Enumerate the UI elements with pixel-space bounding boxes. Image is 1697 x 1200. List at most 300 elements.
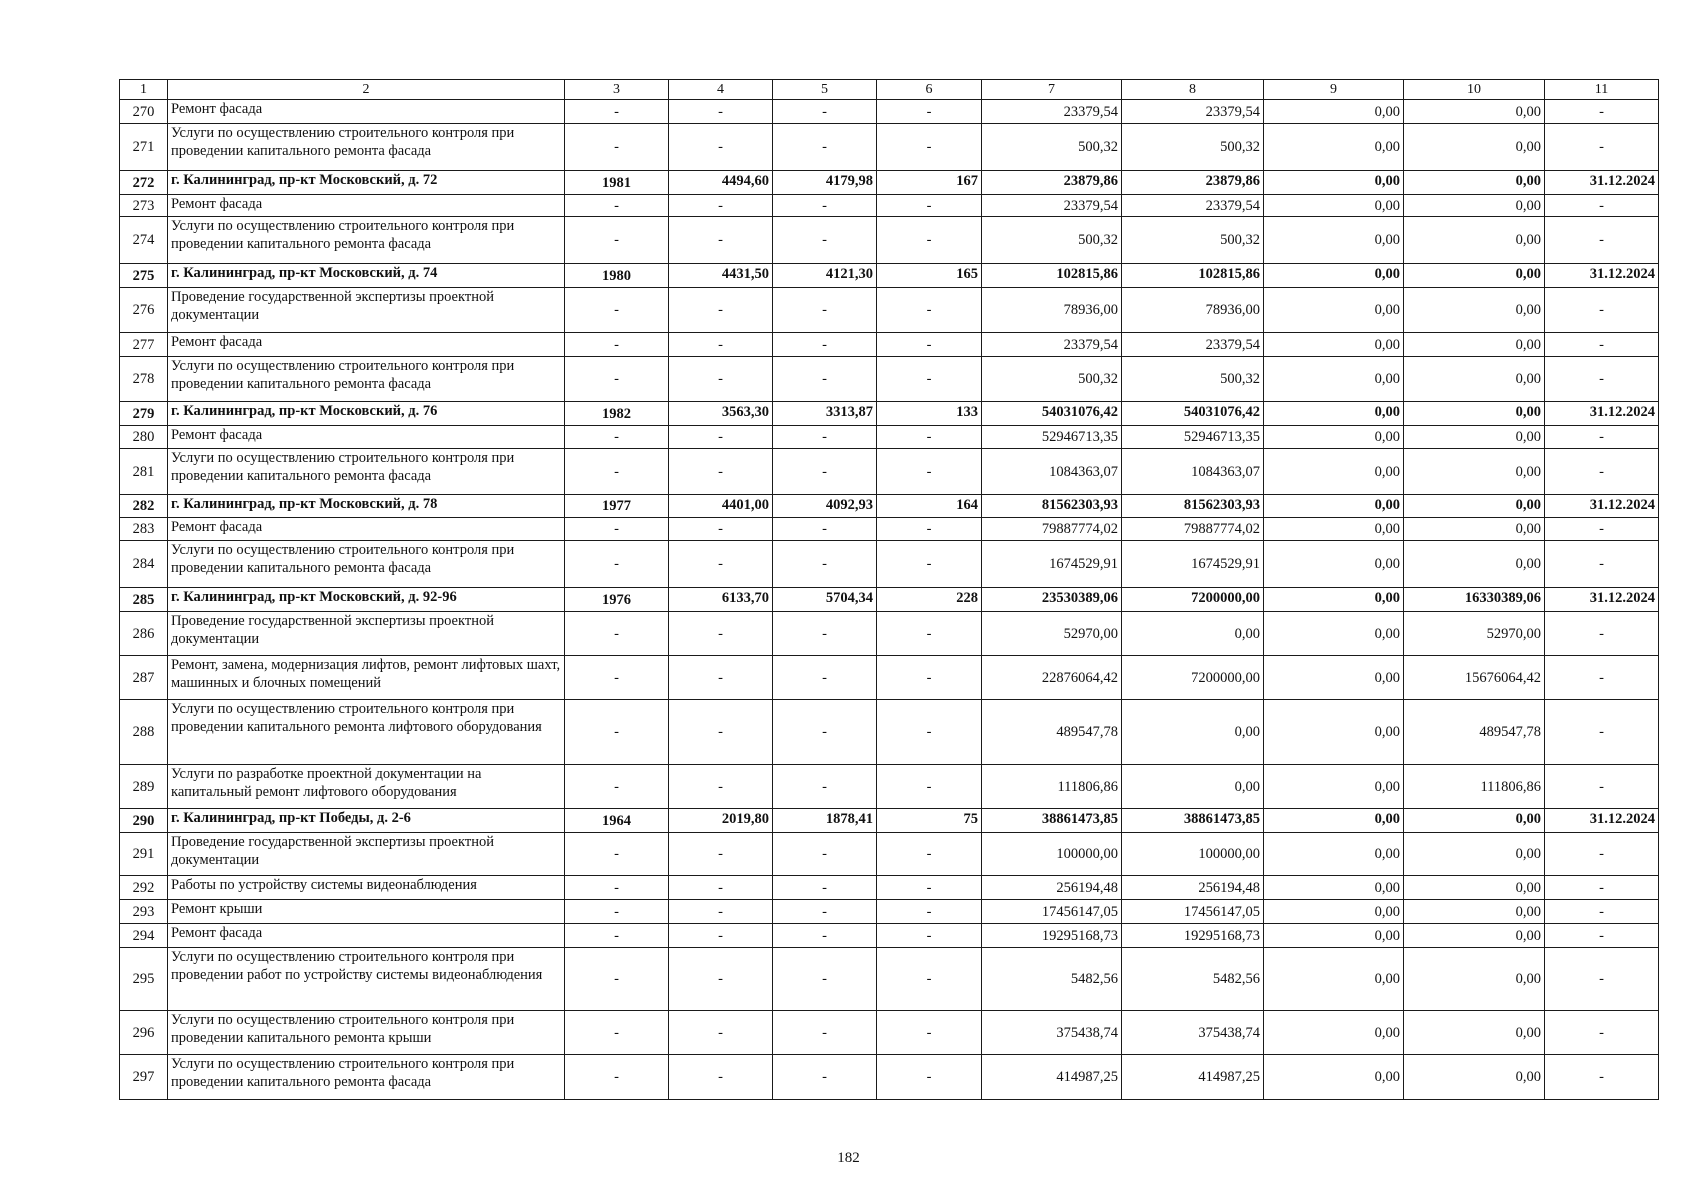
other-cost-cell: 0,00 xyxy=(1404,195,1545,217)
budget-cost-cell: 0,00 xyxy=(1264,900,1404,924)
total-area-cell: - xyxy=(669,1011,773,1055)
table-row xyxy=(120,765,1659,809)
residents-cell: 75 xyxy=(877,809,982,833)
header-col-8: 8 xyxy=(1122,80,1264,100)
other-cost-cell: 0,00 xyxy=(1404,900,1545,924)
total-cost-cell: 23379,54 xyxy=(982,195,1122,217)
total-cost-cell: 23379,54 xyxy=(982,333,1122,357)
deadline-cell: - xyxy=(1545,217,1659,264)
row-number-cell: 270 xyxy=(120,100,168,124)
living-area-cell: - xyxy=(773,288,877,333)
fund-cost-cell: 81562303,93 xyxy=(1122,495,1264,518)
year-cell: 1980 xyxy=(565,264,669,288)
year-cell: - xyxy=(565,876,669,900)
deadline-cell: - xyxy=(1545,612,1659,656)
fund-cost-cell: 78936,00 xyxy=(1122,288,1264,333)
deadline-cell: - xyxy=(1545,900,1659,924)
total-cost-cell: 111806,86 xyxy=(982,765,1122,809)
work-name-cell: Услуги по осуществлению строительного контроля при проведении капитального ремонта лифтового оборудования xyxy=(168,700,565,765)
table-row xyxy=(120,809,1659,833)
deadline-cell: - xyxy=(1545,100,1659,124)
total-area-cell: 6133,70 xyxy=(669,588,773,612)
residents-cell: - xyxy=(877,833,982,876)
header-col-10: 10 xyxy=(1404,80,1545,100)
work-name-cell: Проведение государственной экспертизы проектной документации xyxy=(168,288,565,333)
deadline-cell: - xyxy=(1545,426,1659,449)
living-area-cell: - xyxy=(773,900,877,924)
budget-cost-cell: 0,00 xyxy=(1264,495,1404,518)
row-number-cell: 274 xyxy=(120,217,168,264)
total-area-cell: - xyxy=(669,357,773,402)
table-row xyxy=(120,541,1659,588)
deadline-cell: - xyxy=(1545,876,1659,900)
year-cell: - xyxy=(565,195,669,217)
work-name-cell: Услуги по осуществлению строительного контроля при проведении капитального ремонта фасада xyxy=(168,449,565,495)
header-col-5: 5 xyxy=(773,80,877,100)
other-cost-cell: 0,00 xyxy=(1404,833,1545,876)
deadline-cell: 31.12.2024 xyxy=(1545,588,1659,612)
year-cell: 1981 xyxy=(565,171,669,195)
work-name-cell: Услуги по осуществлению строительного контроля при проведении капитального ремонта фасада xyxy=(168,357,565,402)
living-area-cell: 4121,30 xyxy=(773,264,877,288)
fund-cost-cell: 1674529,91 xyxy=(1122,541,1264,588)
budget-cost-cell: 0,00 xyxy=(1264,1011,1404,1055)
row-number-cell: 278 xyxy=(120,357,168,402)
total-cost-cell: 1674529,91 xyxy=(982,541,1122,588)
table-body xyxy=(120,100,1659,1100)
residents-cell: - xyxy=(877,195,982,217)
residents-cell: - xyxy=(877,541,982,588)
other-cost-cell: 0,00 xyxy=(1404,924,1545,948)
total-cost-cell: 54031076,42 xyxy=(982,402,1122,426)
budget-cost-cell: 0,00 xyxy=(1264,612,1404,656)
other-cost-cell: 0,00 xyxy=(1404,541,1545,588)
fund-cost-cell: 0,00 xyxy=(1122,612,1264,656)
total-area-cell: - xyxy=(669,612,773,656)
total-cost-cell: 17456147,05 xyxy=(982,900,1122,924)
budget-cost-cell: 0,00 xyxy=(1264,518,1404,541)
residents-cell: - xyxy=(877,876,982,900)
total-cost-cell: 102815,86 xyxy=(982,264,1122,288)
living-area-cell: 1878,41 xyxy=(773,809,877,833)
row-number-cell: 287 xyxy=(120,656,168,700)
total-cost-cell: 489547,78 xyxy=(982,700,1122,765)
total-cost-cell: 52946713,35 xyxy=(982,426,1122,449)
fund-cost-cell: 500,32 xyxy=(1122,124,1264,171)
row-number-cell: 282 xyxy=(120,495,168,518)
deadline-cell: 31.12.2024 xyxy=(1545,495,1659,518)
table-row xyxy=(120,656,1659,700)
budget-cost-cell: 0,00 xyxy=(1264,333,1404,357)
year-cell: 1964 xyxy=(565,809,669,833)
total-area-cell: - xyxy=(669,833,773,876)
deadline-cell: - xyxy=(1545,1055,1659,1100)
header-col-11: 11 xyxy=(1545,80,1659,100)
total-area-cell: 2019,80 xyxy=(669,809,773,833)
header-col-9: 9 xyxy=(1264,80,1404,100)
other-cost-cell: 0,00 xyxy=(1404,809,1545,833)
table-row xyxy=(120,357,1659,402)
table-row xyxy=(120,924,1659,948)
column-number-header-row xyxy=(120,80,1659,100)
deadline-cell: 31.12.2024 xyxy=(1545,264,1659,288)
row-number-cell: 283 xyxy=(120,518,168,541)
residents-cell: - xyxy=(877,612,982,656)
other-cost-cell: 15676064,42 xyxy=(1404,656,1545,700)
budget-cost-cell: 0,00 xyxy=(1264,700,1404,765)
header-col-6: 6 xyxy=(877,80,982,100)
other-cost-cell: 0,00 xyxy=(1404,333,1545,357)
residents-cell: - xyxy=(877,426,982,449)
residents-cell: - xyxy=(877,765,982,809)
work-name-cell: Услуги по осуществлению строительного контроля при проведении капитального ремонта фасада xyxy=(168,217,565,264)
table-row xyxy=(120,333,1659,357)
residents-cell: - xyxy=(877,924,982,948)
deadline-cell: - xyxy=(1545,833,1659,876)
fund-cost-cell: 256194,48 xyxy=(1122,876,1264,900)
fund-cost-cell: 500,32 xyxy=(1122,217,1264,264)
deadline-cell: - xyxy=(1545,518,1659,541)
table-row xyxy=(120,171,1659,195)
row-number-cell: 273 xyxy=(120,195,168,217)
table-row xyxy=(120,833,1659,876)
row-number-cell: 295 xyxy=(120,948,168,1011)
fund-cost-cell: 23379,54 xyxy=(1122,195,1264,217)
budget-cost-cell: 0,00 xyxy=(1264,765,1404,809)
budget-cost-cell: 0,00 xyxy=(1264,541,1404,588)
year-cell: - xyxy=(565,124,669,171)
deadline-cell: - xyxy=(1545,700,1659,765)
living-area-cell: - xyxy=(773,357,877,402)
table-row xyxy=(120,402,1659,426)
total-area-cell: - xyxy=(669,288,773,333)
budget-cost-cell: 0,00 xyxy=(1264,833,1404,876)
fund-cost-cell: 0,00 xyxy=(1122,765,1264,809)
work-name-cell: Услуги по осуществлению строительного контроля при проведении капитального ремонта фасада xyxy=(168,124,565,171)
table-row xyxy=(120,288,1659,333)
table-row xyxy=(120,495,1659,518)
other-cost-cell: 52970,00 xyxy=(1404,612,1545,656)
total-area-cell: - xyxy=(669,100,773,124)
living-area-cell: 3313,87 xyxy=(773,402,877,426)
year-cell: - xyxy=(565,288,669,333)
residents-cell: - xyxy=(877,333,982,357)
year-cell: - xyxy=(565,765,669,809)
residents-cell: - xyxy=(877,288,982,333)
year-cell: - xyxy=(565,518,669,541)
living-area-cell: - xyxy=(773,765,877,809)
other-cost-cell: 0,00 xyxy=(1404,402,1545,426)
other-cost-cell: 0,00 xyxy=(1404,1011,1545,1055)
budget-cost-cell: 0,00 xyxy=(1264,809,1404,833)
year-cell: - xyxy=(565,541,669,588)
residents-cell: 164 xyxy=(877,495,982,518)
deadline-cell: - xyxy=(1545,541,1659,588)
living-area-cell: - xyxy=(773,333,877,357)
living-area-cell: - xyxy=(773,449,877,495)
living-area-cell: - xyxy=(773,924,877,948)
table-row xyxy=(120,900,1659,924)
total-area-cell: 4494,60 xyxy=(669,171,773,195)
living-area-cell: - xyxy=(773,656,877,700)
deadline-cell: - xyxy=(1545,1011,1659,1055)
total-cost-cell: 500,32 xyxy=(982,357,1122,402)
year-cell: - xyxy=(565,948,669,1011)
table-row xyxy=(120,948,1659,1011)
work-name-cell: Услуги по осуществлению строительного контроля при проведении капитального ремонта фасада xyxy=(168,541,565,588)
row-number-cell: 294 xyxy=(120,924,168,948)
living-area-cell: - xyxy=(773,700,877,765)
fund-cost-cell: 38861473,85 xyxy=(1122,809,1264,833)
deadline-cell: - xyxy=(1545,333,1659,357)
year-cell: - xyxy=(565,217,669,264)
living-area-cell: 5704,34 xyxy=(773,588,877,612)
work-name-cell: Проведение государственной экспертизы проектной документации xyxy=(168,612,565,656)
deadline-cell: - xyxy=(1545,124,1659,171)
total-cost-cell: 500,32 xyxy=(982,217,1122,264)
other-cost-cell: 0,00 xyxy=(1404,518,1545,541)
residents-cell: - xyxy=(877,1011,982,1055)
other-cost-cell: 0,00 xyxy=(1404,495,1545,518)
other-cost-cell: 489547,78 xyxy=(1404,700,1545,765)
total-cost-cell: 375438,74 xyxy=(982,1011,1122,1055)
row-number-cell: 272 xyxy=(120,171,168,195)
other-cost-cell: 0,00 xyxy=(1404,264,1545,288)
row-number-cell: 288 xyxy=(120,700,168,765)
other-cost-cell: 0,00 xyxy=(1404,426,1545,449)
total-area-cell: 3563,30 xyxy=(669,402,773,426)
row-number-cell: 297 xyxy=(120,1055,168,1100)
other-cost-cell: 0,00 xyxy=(1404,449,1545,495)
fund-cost-cell: 54031076,42 xyxy=(1122,402,1264,426)
year-cell: 1976 xyxy=(565,588,669,612)
year-cell: - xyxy=(565,1011,669,1055)
living-area-cell: - xyxy=(773,833,877,876)
residents-cell: 228 xyxy=(877,588,982,612)
fund-cost-cell: 414987,25 xyxy=(1122,1055,1264,1100)
fund-cost-cell: 100000,00 xyxy=(1122,833,1264,876)
residents-cell: - xyxy=(877,656,982,700)
year-cell: - xyxy=(565,100,669,124)
total-area-cell: 4401,00 xyxy=(669,495,773,518)
living-area-cell: - xyxy=(773,541,877,588)
residents-cell: - xyxy=(877,449,982,495)
fund-cost-cell: 102815,86 xyxy=(1122,264,1264,288)
living-area-cell: - xyxy=(773,1011,877,1055)
table-row xyxy=(120,1055,1659,1100)
budget-cost-cell: 0,00 xyxy=(1264,264,1404,288)
row-number-cell: 286 xyxy=(120,612,168,656)
page-number: 182 xyxy=(837,1150,860,1166)
table-row xyxy=(120,612,1659,656)
row-number-cell: 279 xyxy=(120,402,168,426)
total-cost-cell: 52970,00 xyxy=(982,612,1122,656)
budget-cost-cell: 0,00 xyxy=(1264,402,1404,426)
budget-cost-cell: 0,00 xyxy=(1264,588,1404,612)
residents-cell: - xyxy=(877,518,982,541)
total-area-cell: - xyxy=(669,518,773,541)
deadline-cell: - xyxy=(1545,357,1659,402)
fund-cost-cell: 0,00 xyxy=(1122,700,1264,765)
residents-cell: - xyxy=(877,217,982,264)
total-cost-cell: 256194,48 xyxy=(982,876,1122,900)
year-cell: 1977 xyxy=(565,495,669,518)
residents-cell: - xyxy=(877,124,982,171)
row-number-cell: 280 xyxy=(120,426,168,449)
total-area-cell: - xyxy=(669,1055,773,1100)
other-cost-cell: 0,00 xyxy=(1404,1055,1545,1100)
fund-cost-cell: 1084363,07 xyxy=(1122,449,1264,495)
living-area-cell: - xyxy=(773,612,877,656)
deadline-cell: - xyxy=(1545,195,1659,217)
living-area-cell: - xyxy=(773,426,877,449)
table-row xyxy=(120,195,1659,217)
other-cost-cell: 0,00 xyxy=(1404,100,1545,124)
row-number-cell: 276 xyxy=(120,288,168,333)
row-number-cell: 284 xyxy=(120,541,168,588)
work-name-cell: г. Калининград, пр-кт Победы, д. 2-6 xyxy=(168,809,565,833)
total-cost-cell: 414987,25 xyxy=(982,1055,1122,1100)
work-name-cell: Ремонт фасада xyxy=(168,426,565,449)
table-row xyxy=(120,518,1659,541)
year-cell: - xyxy=(565,924,669,948)
residents-cell: - xyxy=(877,100,982,124)
total-area-cell: - xyxy=(669,124,773,171)
work-name-cell: Услуги по осуществлению строительного контроля при проведении капитального ремонта фасада xyxy=(168,1055,565,1100)
header-col-7: 7 xyxy=(982,80,1122,100)
budget-cost-cell: 0,00 xyxy=(1264,357,1404,402)
deadline-cell: - xyxy=(1545,449,1659,495)
living-area-cell: - xyxy=(773,948,877,1011)
deadline-cell: - xyxy=(1545,924,1659,948)
residents-cell: - xyxy=(877,900,982,924)
table-row xyxy=(120,1011,1659,1055)
fund-cost-cell: 19295168,73 xyxy=(1122,924,1264,948)
budget-cost-cell: 0,00 xyxy=(1264,656,1404,700)
fund-cost-cell: 375438,74 xyxy=(1122,1011,1264,1055)
deadline-cell: 31.12.2024 xyxy=(1545,171,1659,195)
living-area-cell: - xyxy=(773,518,877,541)
living-area-cell: 4179,98 xyxy=(773,171,877,195)
total-cost-cell: 19295168,73 xyxy=(982,924,1122,948)
work-name-cell: Ремонт фасада xyxy=(168,518,565,541)
header-col-4: 4 xyxy=(669,80,773,100)
total-area-cell: - xyxy=(669,541,773,588)
work-name-cell: г. Калининград, пр-кт Московский, д. 78 xyxy=(168,495,565,518)
row-number-cell: 277 xyxy=(120,333,168,357)
residents-cell: - xyxy=(877,357,982,402)
year-cell: - xyxy=(565,426,669,449)
living-area-cell: - xyxy=(773,217,877,264)
work-name-cell: Ремонт фасада xyxy=(168,195,565,217)
total-cost-cell: 500,32 xyxy=(982,124,1122,171)
fund-cost-cell: 5482,56 xyxy=(1122,948,1264,1011)
table-row xyxy=(120,264,1659,288)
total-area-cell: - xyxy=(669,876,773,900)
living-area-cell: - xyxy=(773,100,877,124)
living-area-cell: - xyxy=(773,195,877,217)
work-name-cell: Услуги по осуществлению строительного контроля при проведении капитального ремонта крыши xyxy=(168,1011,565,1055)
fund-cost-cell: 79887774,02 xyxy=(1122,518,1264,541)
table-row xyxy=(120,449,1659,495)
row-number-cell: 275 xyxy=(120,264,168,288)
total-cost-cell: 5482,56 xyxy=(982,948,1122,1011)
total-area-cell: - xyxy=(669,217,773,264)
work-name-cell: Работы по устройству системы видеонаблюдения xyxy=(168,876,565,900)
year-cell: - xyxy=(565,333,669,357)
row-number-cell: 293 xyxy=(120,900,168,924)
work-name-cell: Ремонт фасада xyxy=(168,333,565,357)
year-cell: - xyxy=(565,656,669,700)
other-cost-cell: 111806,86 xyxy=(1404,765,1545,809)
year-cell: - xyxy=(565,357,669,402)
deadline-cell: - xyxy=(1545,656,1659,700)
fund-cost-cell: 7200000,00 xyxy=(1122,656,1264,700)
total-area-cell: - xyxy=(669,948,773,1011)
total-cost-cell: 22876064,42 xyxy=(982,656,1122,700)
deadline-cell: 31.12.2024 xyxy=(1545,402,1659,426)
work-name-cell: г. Калининград, пр-кт Московский, д. 74 xyxy=(168,264,565,288)
table-row xyxy=(120,124,1659,171)
work-name-cell: Проведение государственной экспертизы проектной документации xyxy=(168,833,565,876)
work-name-cell: Услуги по разработке проектной документации на капитальный ремонт лифтового оборудования xyxy=(168,765,565,809)
work-name-cell: г. Калининград, пр-кт Московский, д. 92-96 xyxy=(168,588,565,612)
row-number-cell: 290 xyxy=(120,809,168,833)
header-col-3: 3 xyxy=(565,80,669,100)
other-cost-cell: 0,00 xyxy=(1404,876,1545,900)
living-area-cell: - xyxy=(773,1055,877,1100)
other-cost-cell: 0,00 xyxy=(1404,357,1545,402)
row-number-cell: 289 xyxy=(120,765,168,809)
year-cell: 1982 xyxy=(565,402,669,426)
fund-cost-cell: 52946713,35 xyxy=(1122,426,1264,449)
living-area-cell: - xyxy=(773,876,877,900)
other-cost-cell: 0,00 xyxy=(1404,124,1545,171)
work-name-cell: г. Калининград, пр-кт Московский, д. 76 xyxy=(168,402,565,426)
total-cost-cell: 79887774,02 xyxy=(982,518,1122,541)
total-area-cell: - xyxy=(669,765,773,809)
budget-cost-cell: 0,00 xyxy=(1264,1055,1404,1100)
work-name-cell: Услуги по осуществлению строительного контроля при проведении работ по устройству системы видеонаблюдения xyxy=(168,948,565,1011)
work-name-cell: Ремонт фасада xyxy=(168,924,565,948)
header-col-1: 1 xyxy=(120,80,168,100)
living-area-cell: 4092,93 xyxy=(773,495,877,518)
deadline-cell: - xyxy=(1545,288,1659,333)
budget-cost-cell: 0,00 xyxy=(1264,100,1404,124)
budget-cost-cell: 0,00 xyxy=(1264,449,1404,495)
total-area-cell: - xyxy=(669,426,773,449)
total-area-cell: - xyxy=(669,449,773,495)
budget-cost-cell: 0,00 xyxy=(1264,217,1404,264)
budget-cost-cell: 0,00 xyxy=(1264,124,1404,171)
year-cell: - xyxy=(565,900,669,924)
row-number-cell: 281 xyxy=(120,449,168,495)
deadline-cell: 31.12.2024 xyxy=(1545,809,1659,833)
total-cost-cell: 23530389,06 xyxy=(982,588,1122,612)
total-area-cell: - xyxy=(669,700,773,765)
work-name-cell: Ремонт, замена, модернизация лифтов, ремонт лифтовых шахт, машинных и блочных помещений xyxy=(168,656,565,700)
total-cost-cell: 23879,86 xyxy=(982,171,1122,195)
living-area-cell: - xyxy=(773,124,877,171)
total-area-cell: - xyxy=(669,900,773,924)
total-area-cell: - xyxy=(669,333,773,357)
total-cost-cell: 81562303,93 xyxy=(982,495,1122,518)
other-cost-cell: 16330389,06 xyxy=(1404,588,1545,612)
row-number-cell: 285 xyxy=(120,588,168,612)
deadline-cell: - xyxy=(1545,948,1659,1011)
other-cost-cell: 0,00 xyxy=(1404,171,1545,195)
residents-cell: - xyxy=(877,948,982,1011)
